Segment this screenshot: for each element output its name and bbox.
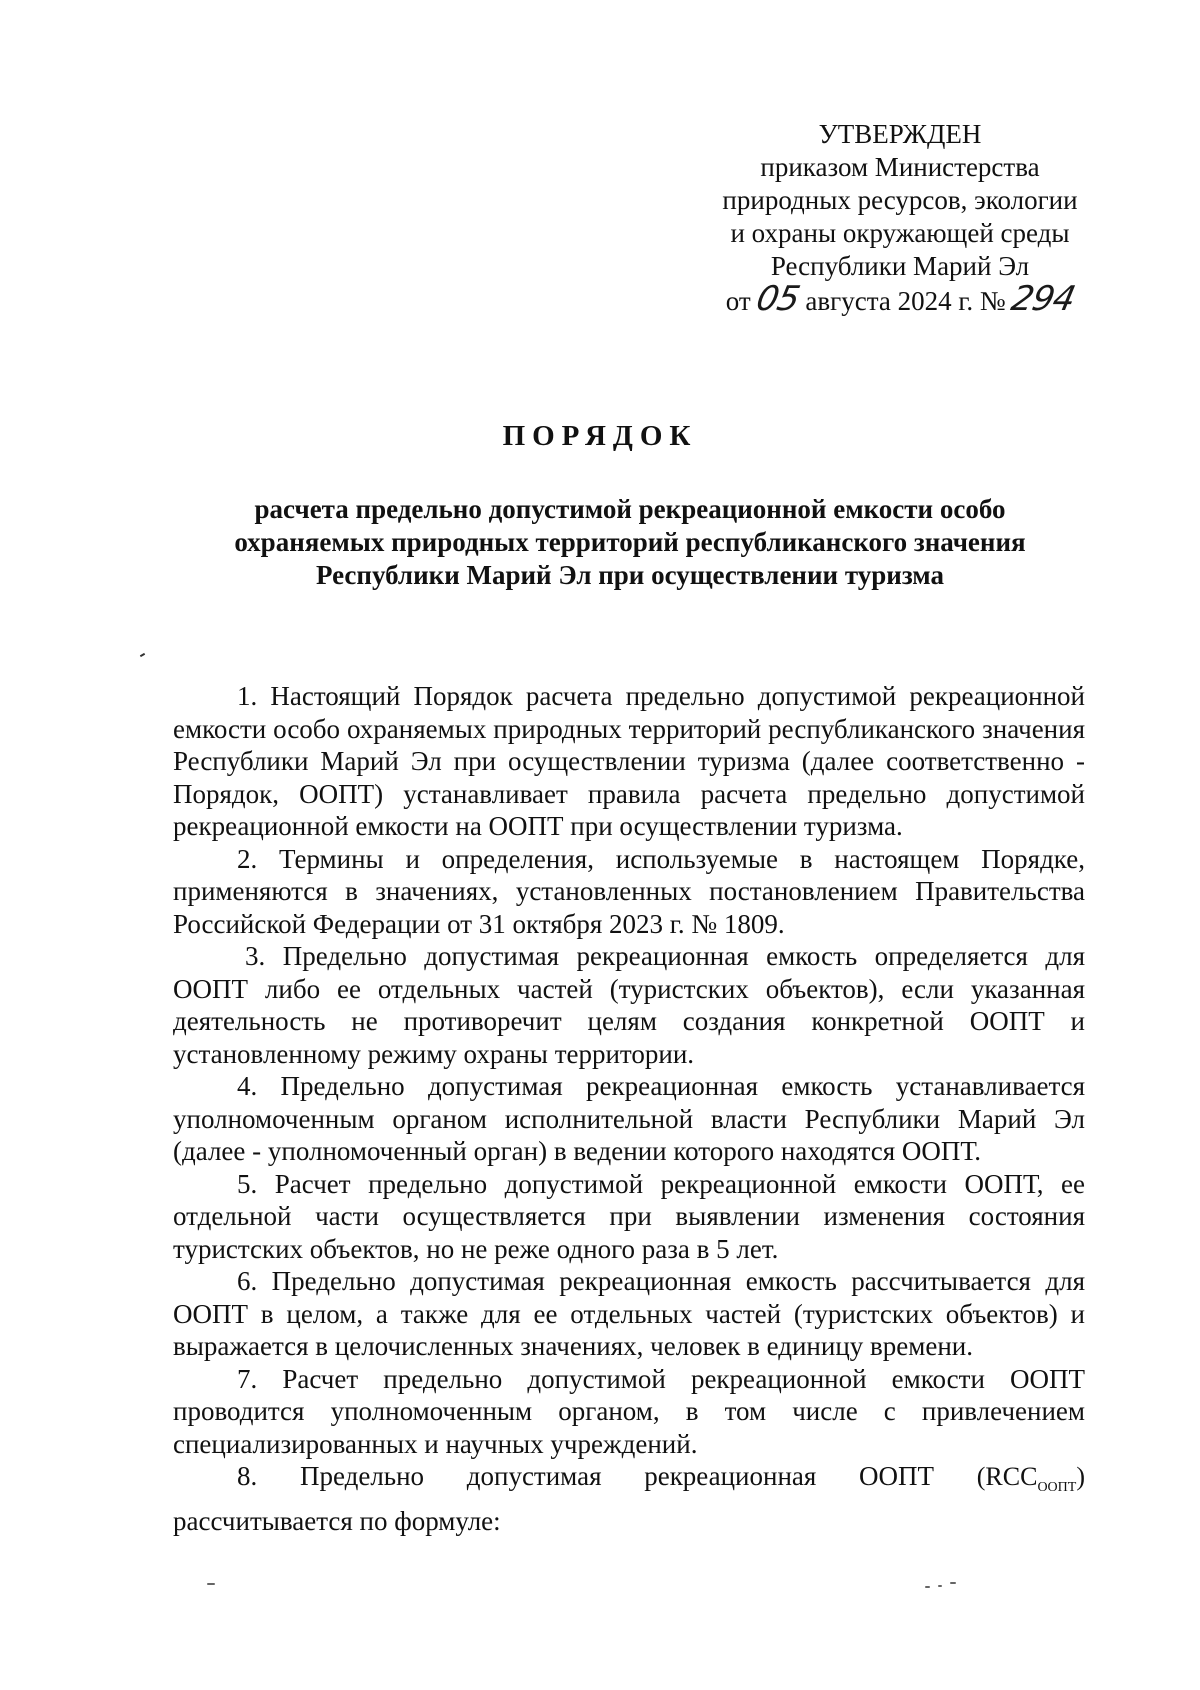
subtitle-line: охраняемых природных территорий республиканского значения	[234, 527, 1026, 557]
formula-subscript: ООПТ	[1037, 1480, 1077, 1496]
approval-heading: УТВЕРЖДЕН	[818, 119, 982, 149]
approval-line-2: природных ресурсов, экологии	[722, 185, 1078, 215]
scan-speck	[207, 1583, 215, 1585]
scan-speck	[938, 1585, 942, 1587]
paragraph-1: 1. Настоящий Порядок расчета предельно допустимой рекреационной емкости особо охраняемых природных территорий республиканского значения Республики Марий Эл при осуществлении туризма (далее соответственно - Порядок, ООПТ) устанавливает правила расчета предельно допустимой рекреационной емкости на ООПТ при осуществлении туризма.	[173, 681, 1085, 841]
document-body	[173, 680, 1085, 1537]
paragraph-7: 7. Расчет предельно допустимой рекреационной емкости ООПТ проводится уполномоченным органом, в том числе с привлечением специализированных и научных учреждений.	[173, 1363, 1085, 1459]
paragraph-3: 3. Предельно допустимая рекреационная емкость определяется для ООПТ либо ее отдельных частей (туристских объектов), если указанная деятельность не противоречит целям создания конкретной ООПТ и установленному режиму охраны территории.	[173, 941, 1085, 1069]
approval-block	[680, 118, 1120, 318]
paragraph-8-continuation: рассчитывается по формуле:	[173, 1505, 501, 1536]
formula-open: (	[976, 1462, 986, 1491]
approval-line-1: приказом Министерства	[760, 152, 1040, 182]
handwritten-number: 294	[1008, 279, 1079, 319]
approval-line-3: и охраны окружающей среды	[730, 218, 1070, 248]
date-prefix: от	[725, 286, 751, 316]
formula-symbol	[976, 1462, 1085, 1496]
document-subtitle	[160, 493, 1100, 592]
approval-line-4: Республики Марий Эл	[770, 251, 1030, 281]
subtitle-line: Республики Марий Эл при осуществлении туризма	[315, 560, 945, 590]
approval-date-line	[680, 279, 1120, 319]
formula-close: )	[1076, 1462, 1085, 1491]
scan-mark	[140, 653, 145, 657]
paragraph-4: 4. Предельно допустимая рекреационная емкость устанавливается уполномоченным органом исполнительной власти Республики Марий Эл (далее - уполномоченный орган) в ведении которого находятся ООПТ.	[173, 1071, 1085, 1166]
paragraph-8	[173, 1460, 1085, 1505]
document-title: ПОРЯДОК	[502, 420, 698, 452]
paragraph-6: 6. Предельно допустимая рекреационная емкость рассчитывается для ООПТ в целом, а также для ее отдельных частей (туристских объектов) и выражается в целочисленных значениях, человек в единицу времени.	[173, 1266, 1085, 1361]
date-middle: августа 2024 г. №	[805, 286, 1006, 316]
scan-speck	[950, 1582, 956, 1584]
handwritten-day: 05	[753, 279, 804, 319]
paragraph-5: 5. Расчет предельно допустимой рекреационной емкости ООПТ, ее отдельной части осуществляется при выявлении изменения состояния туристских объектов, но не реже одного раза в 5 лет.	[173, 1168, 1085, 1264]
paragraph-8-text: 8. Предельно допустимая рекреационная ООПТ	[237, 1461, 935, 1491]
subtitle-line: расчета предельно допустимой рекреационной емкости особо	[254, 494, 1006, 524]
scan-speck	[925, 1586, 930, 1588]
formula-main: RCC	[985, 1462, 1038, 1491]
paragraph-2: 2. Термины и определения, используемые в настоящем Порядке, применяются в значениях, установленных постановлением Правительства Российской Федерации от 31 октября 2023 г. № 1809.	[173, 843, 1085, 939]
